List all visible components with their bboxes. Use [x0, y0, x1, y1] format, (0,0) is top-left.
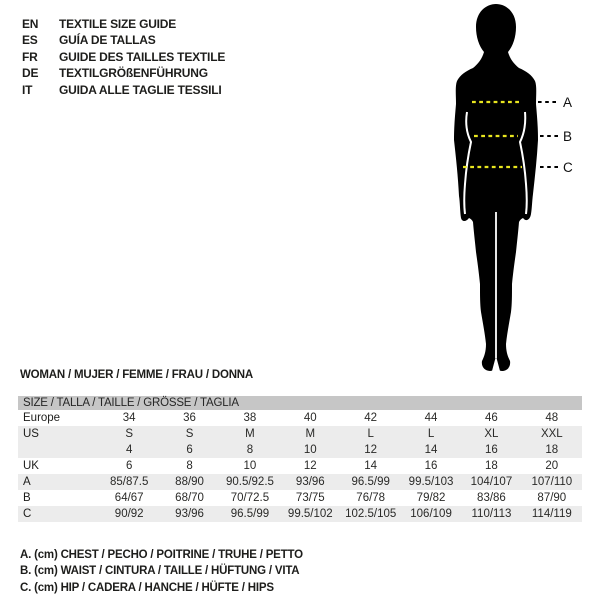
size-cell: S	[185, 428, 194, 440]
hip-marker-label: C	[563, 160, 573, 175]
size-cell: 110/113	[471, 508, 512, 520]
section-heading: WOMAN / MUJER / FEMME / FRAU / DONNA	[20, 369, 254, 381]
row-label: US	[23, 428, 39, 440]
size-table	[18, 396, 582, 522]
size-cell: 20	[545, 460, 559, 472]
size-cell: 46	[485, 412, 498, 424]
size-cell: 99.5/103	[408, 476, 454, 488]
table-row	[18, 474, 582, 490]
size-cell: 114/119	[531, 508, 572, 520]
chest-marker-label: A	[563, 95, 573, 110]
size-cell: 79/82	[416, 492, 446, 504]
row-label	[18, 442, 99, 458]
size-cell: 70/72.5	[230, 492, 270, 504]
size-cell: 93/96	[295, 476, 325, 488]
language-title: GUIDE DES TAILLES TEXTILE	[59, 49, 226, 64]
size-cell: 34	[122, 412, 136, 424]
language-title: GUIDA ALLE TAGLIE TESSILI	[59, 82, 222, 97]
size-cell: XXL	[540, 428, 563, 440]
size-cell: 106/109	[410, 508, 452, 520]
size-cell: 88/90	[175, 476, 204, 488]
language-code: IT	[22, 82, 33, 97]
language-row	[22, 49, 225, 65]
table-row	[18, 442, 582, 458]
row-label: B	[23, 492, 31, 504]
woman-silhouette-figure	[430, 0, 600, 380]
legend-line: A. (cm) CHEST / PECHO / POITRINE / TRUHE / PETTO	[20, 549, 303, 561]
size-cell: 107/110	[531, 476, 573, 488]
size-cell: 8	[246, 444, 254, 456]
size-cell: 12	[364, 444, 378, 456]
size-cell: 18	[485, 460, 498, 472]
size-cell: 36	[183, 412, 196, 424]
size-cell: 102.5/105	[345, 508, 397, 520]
language-title: GUÍA DE TALLAS	[59, 33, 156, 48]
row-label: A	[23, 476, 31, 488]
size-cell: 64/67	[114, 492, 144, 504]
language-code: EN	[22, 17, 39, 31]
size-cell: L	[427, 428, 435, 440]
size-cell: 99.5/102	[287, 508, 333, 520]
table-row	[18, 490, 582, 506]
legend-line: B. (cm) WAIST / CINTURA / TAILLE / HÜFTUNG / VITA	[20, 565, 300, 578]
size-cell: XL	[484, 428, 499, 440]
waist-marker-label: B	[563, 129, 573, 144]
size-cell: M	[305, 428, 316, 440]
language-row	[22, 16, 225, 32]
language-title-list	[22, 16, 225, 98]
size-cell: 44	[424, 412, 438, 424]
language-row	[22, 32, 225, 48]
size-cell: 38	[243, 412, 257, 424]
language-title: TEXTILGRÖßENFÜHRUNG	[59, 66, 208, 81]
size-cell: 12	[303, 460, 317, 472]
language-row	[22, 82, 225, 98]
table-row	[18, 506, 582, 522]
size-cell: M	[245, 428, 255, 440]
size-cell: 42	[364, 412, 378, 424]
size-cell: 16	[485, 444, 498, 456]
measurement-legend	[20, 547, 303, 596]
size-cell: 73/75	[295, 492, 325, 504]
size-cell: 93/96	[175, 508, 204, 520]
size-cell: 68/70	[175, 492, 204, 504]
size-cell: 16	[424, 460, 438, 472]
language-title: TEXTILE SIZE GUIDE	[59, 17, 177, 31]
table-row	[18, 410, 582, 426]
size-cell: 8	[186, 460, 193, 472]
size-cell: 76/78	[356, 492, 386, 504]
language-row	[22, 65, 225, 81]
legend-line: C. (cm) HIP / CADERA / HANCHE / HÜFTE / HIPS	[20, 581, 274, 594]
language-code: ES	[22, 33, 38, 48]
size-cell: L	[367, 428, 374, 440]
size-cell: 10	[303, 444, 317, 456]
size-cell: 96.5/99	[230, 508, 270, 520]
size-cell: 4	[125, 444, 133, 456]
size-table-body	[18, 410, 582, 522]
row-label: C	[23, 508, 32, 520]
row-label: UK	[23, 460, 39, 472]
size-cell: 90/92	[114, 508, 144, 520]
size-cell: 18	[545, 444, 559, 456]
row-label: Europe	[23, 412, 61, 424]
language-code: FR	[22, 49, 38, 64]
size-cell: 14	[424, 444, 438, 456]
table-row	[18, 458, 582, 474]
size-cell: 48	[545, 412, 559, 424]
language-code: DE	[22, 66, 39, 81]
size-cell: 83/86	[477, 492, 506, 504]
size-cell: 40	[303, 412, 317, 424]
size-cell: 6	[125, 460, 133, 472]
size-cell: 6	[186, 444, 193, 456]
size-cell: 90.5/92.5	[225, 476, 274, 488]
size-cell: 85/87.5	[110, 476, 149, 488]
size-cell: 10	[243, 460, 257, 472]
size-table-header: SIZE / TALLA / TAILLE / GRÖSSE / TAGLIA	[18, 396, 582, 410]
size-cell: 87/90	[537, 492, 567, 504]
size-cell: 96.5/99	[351, 476, 390, 488]
size-cell: S	[125, 428, 134, 440]
size-cell: 104/107	[470, 476, 513, 488]
size-cell: 14	[364, 460, 378, 472]
table-row	[18, 426, 582, 442]
